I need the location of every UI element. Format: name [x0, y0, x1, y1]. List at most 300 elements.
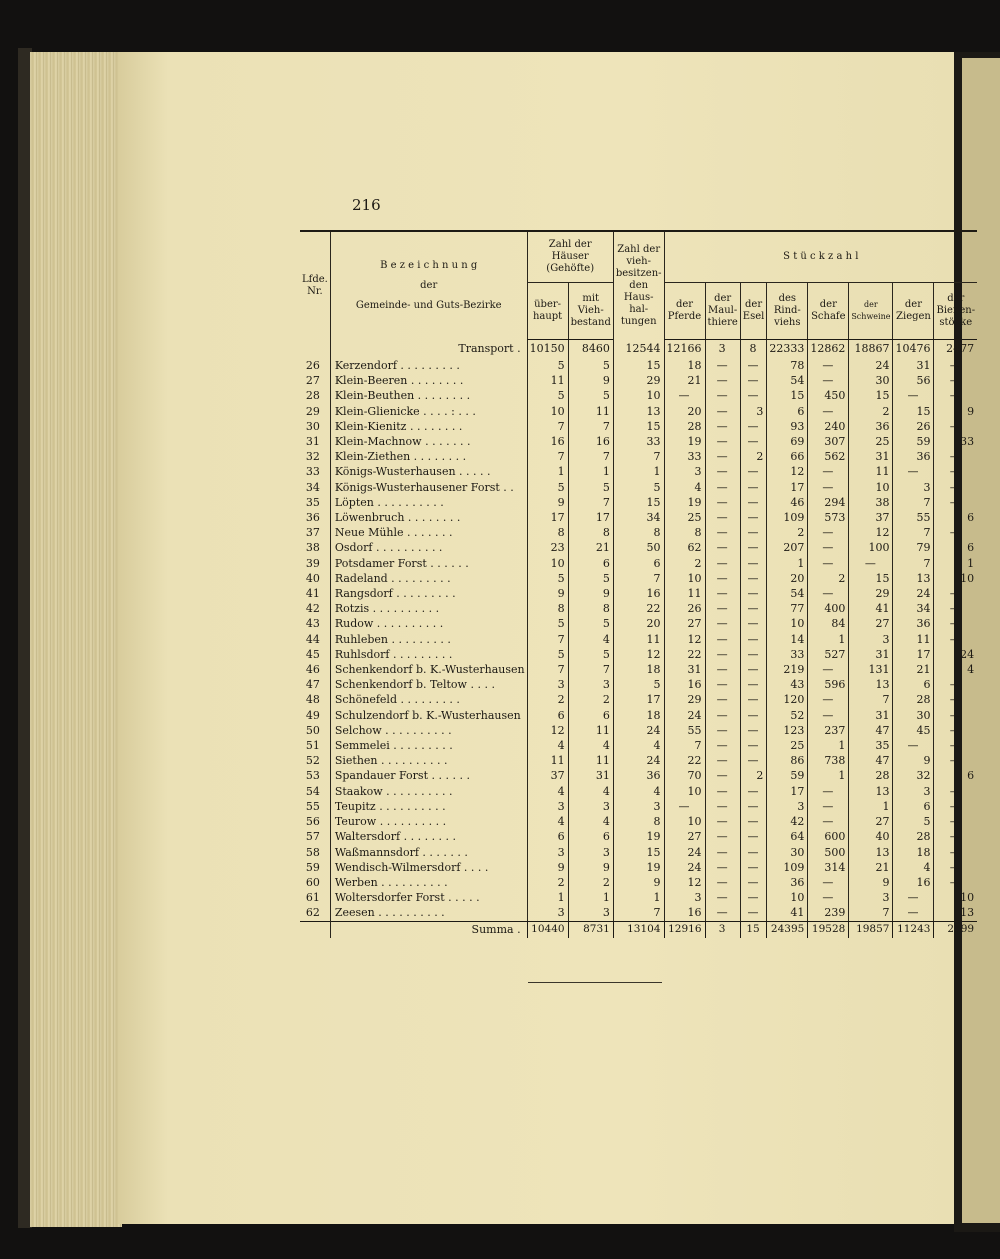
cell-value: 8 [568, 601, 613, 616]
cell-value: 4 [568, 814, 613, 829]
cell-value: 9 [849, 875, 893, 890]
cell-value: 3 [893, 784, 934, 799]
cell-value: 5 [527, 480, 568, 495]
cell-value: 2 [568, 692, 613, 707]
cell-value: 6 [527, 829, 568, 844]
cell-value: — [705, 723, 740, 738]
cell-value: — [934, 616, 977, 631]
row-number: 50 [305, 723, 320, 737]
header-bezeichnung [330, 231, 527, 340]
summa-value: 19528 [808, 921, 849, 938]
cell-value: — [705, 556, 740, 571]
cell-value: 18 [664, 358, 705, 373]
cell-value: 4 [527, 814, 568, 829]
cell-value: 1 [808, 632, 849, 647]
cell-value: — [705, 495, 740, 510]
cell-value: 5 [527, 616, 568, 631]
cell-value: — [705, 404, 740, 419]
cell-value: 1 [849, 799, 893, 814]
summa-value: 13104 [613, 921, 664, 938]
cell-value: 4 [934, 662, 977, 677]
cell-value: 10 [527, 404, 568, 419]
cell-value: 7 [893, 556, 934, 571]
cell-value: 3 [568, 677, 613, 692]
cell-value: — [740, 677, 767, 692]
cell-value: — [808, 404, 849, 419]
cell-value: 4 [568, 784, 613, 799]
cell-value: 1 [934, 556, 977, 571]
cell-value: 69 [767, 434, 808, 449]
district-name: Löwenbruch . . . . . . . . [330, 510, 527, 525]
row-number: 39 [305, 556, 320, 570]
cell-value: — [934, 586, 977, 601]
cell-value: 6 [893, 677, 934, 692]
table-row [300, 434, 977, 449]
cell-value: — [934, 875, 977, 890]
cell-value: 6 [767, 404, 808, 419]
cell-value: 10 [934, 890, 977, 905]
cell-value: 9 [527, 586, 568, 601]
cell-value: 16 [664, 677, 705, 692]
cell-value: 5 [568, 358, 613, 373]
cell-value: 9 [893, 753, 934, 768]
row-number: 62 [305, 906, 320, 920]
cell-value: 9 [613, 875, 664, 890]
cell-value: 2 [767, 525, 808, 540]
cell-value: 10 [767, 890, 808, 905]
cell-value: 62 [664, 540, 705, 555]
district-name: Klein-Glienicke . . . . : . . . [330, 404, 527, 419]
cell-value: 47 [849, 753, 893, 768]
cell-value: 3 [568, 845, 613, 860]
cell-value: 19 [613, 829, 664, 844]
cell-value: 18 [893, 845, 934, 860]
cell-value: 52 [767, 708, 808, 723]
summa-value: 10440 [527, 921, 568, 938]
cell-value: 37 [527, 768, 568, 783]
cell-value: 109 [767, 510, 808, 525]
cell-value: — [740, 358, 767, 373]
cell-value: 36 [613, 768, 664, 783]
cell-value: 77 [767, 601, 808, 616]
district-name: Potsdamer Forst . . . . . . [330, 556, 527, 571]
cell-value: — [934, 464, 977, 479]
cell-value: 109 [767, 860, 808, 875]
cell-value: — [705, 662, 740, 677]
cell-value: 596 [808, 677, 849, 692]
cell-value: 600 [808, 829, 849, 844]
cell-value: 28 [849, 768, 893, 783]
cell-value: 3 [740, 404, 767, 419]
summa-value: 3 [705, 921, 740, 938]
cell-value: 19 [613, 860, 664, 875]
cell-value: — [740, 601, 767, 616]
row-number: 38 [305, 541, 320, 555]
cell-value: 12 [527, 723, 568, 738]
row-number: 37 [305, 526, 320, 540]
district-name: Semmelei . . . . . . . . . [330, 738, 527, 753]
cell-value: 29 [664, 692, 705, 707]
cell-value: — [740, 495, 767, 510]
cell-value: 21 [664, 373, 705, 388]
cell-value: 10 [934, 571, 977, 586]
cell-value: 450 [808, 388, 849, 403]
cell-value: 2 [849, 404, 893, 419]
cell-value: 2 [740, 768, 767, 783]
cell-value: 2 [527, 875, 568, 890]
cell-value: — [934, 449, 977, 464]
cell-value: — [664, 388, 705, 403]
cell-value: 6 [934, 510, 977, 525]
row-number: 31 [305, 435, 320, 449]
cell-value: — [808, 586, 849, 601]
cell-value: 6 [568, 708, 613, 723]
row-number: 60 [305, 875, 320, 889]
cell-value: 15 [613, 358, 664, 373]
cell-value: 13 [934, 905, 977, 921]
row-number: 54 [305, 784, 320, 798]
row-number: 30 [305, 419, 320, 433]
cell-value: 5 [568, 616, 613, 631]
cell-value: 11 [849, 464, 893, 479]
cell-value: — [740, 434, 767, 449]
row-number: 61 [305, 891, 320, 905]
cell-value: — [705, 632, 740, 647]
cell-value: 240 [808, 419, 849, 434]
cell-value: 131 [849, 662, 893, 677]
cell-value: 10 [613, 388, 664, 403]
transport-value: 18867 [849, 340, 893, 359]
row-number: 26 [305, 359, 320, 372]
cell-value: 27 [664, 616, 705, 631]
cell-value: 123 [767, 723, 808, 738]
cell-value: 307 [808, 434, 849, 449]
table-row [300, 829, 977, 844]
cell-value: 4 [893, 860, 934, 875]
row-number: 51 [305, 739, 320, 753]
cell-value: 100 [849, 540, 893, 555]
district-name: Osdorf . . . . . . . . . . [330, 540, 527, 555]
cell-value: 24 [613, 753, 664, 768]
header-zahl-haeuser: Zahl der Häuser (Gehöfte) [527, 231, 613, 283]
cell-value: — [740, 845, 767, 860]
row-number: 48 [305, 693, 320, 707]
header-zahl-viehbesitzenden: Zahl der vieh- besitzen- den Haus- hal- tungen [613, 231, 664, 340]
row-number: 32 [305, 450, 320, 464]
cell-value: — [808, 784, 849, 799]
cell-value: 7 [893, 525, 934, 540]
cell-value: — [934, 723, 977, 738]
cell-value: — [705, 358, 740, 373]
cell-value: 9 [568, 373, 613, 388]
cell-value: 16 [664, 905, 705, 921]
cell-value: 25 [849, 434, 893, 449]
header-stueckzahl: S t ü c k z a h l [664, 231, 977, 283]
transport-value: 3 [705, 340, 740, 359]
cell-value: 10 [664, 571, 705, 586]
district-name: Werben . . . . . . . . . . [330, 875, 527, 890]
cell-value: 7 [527, 419, 568, 434]
summa-value: 19857 [849, 921, 893, 938]
cell-value: 1 [568, 890, 613, 905]
cell-value: — [705, 814, 740, 829]
cell-value: 6 [568, 829, 613, 844]
header-bezeichnung-line1: B e z e i c h n u n g [380, 259, 478, 271]
cell-value: 66 [767, 449, 808, 464]
cell-value: 59 [893, 434, 934, 449]
cell-value: — [705, 677, 740, 692]
cell-value: — [740, 860, 767, 875]
cell-value: — [740, 388, 767, 403]
row-number: 42 [305, 602, 320, 616]
cell-value: — [705, 784, 740, 799]
cell-value: 12 [849, 525, 893, 540]
cell-value: 6 [613, 556, 664, 571]
cell-value: — [664, 799, 705, 814]
cell-value: 4 [568, 632, 613, 647]
cell-value: 3 [664, 890, 705, 905]
cell-value: 4 [568, 738, 613, 753]
cell-value: — [808, 358, 849, 373]
cell-value: — [705, 464, 740, 479]
cell-value: — [740, 753, 767, 768]
district-name: Woltersdorfer Forst . . . . . [330, 890, 527, 905]
cell-value: — [934, 388, 977, 403]
cell-value: — [740, 784, 767, 799]
cell-value: 43 [767, 677, 808, 692]
row-number: 52 [305, 754, 320, 768]
cell-value: — [705, 480, 740, 495]
cell-value: 11 [613, 632, 664, 647]
table-row [300, 586, 977, 601]
cell-value: — [808, 464, 849, 479]
cell-value: — [705, 829, 740, 844]
row-number: 34 [305, 480, 320, 494]
cell-value: — [808, 525, 849, 540]
cell-value: — [705, 647, 740, 662]
cell-value: 36 [893, 616, 934, 631]
cell-value: 24 [934, 647, 977, 662]
table-row [300, 510, 977, 525]
cell-value: 70 [664, 768, 705, 783]
cell-value: 24 [893, 586, 934, 601]
cell-value: 573 [808, 510, 849, 525]
cell-value: 7 [893, 495, 934, 510]
cell-value: 7 [613, 905, 664, 921]
cell-value: — [808, 556, 849, 571]
cell-value: — [740, 723, 767, 738]
cell-value: — [705, 799, 740, 814]
page-number: 216 [352, 196, 381, 214]
table-row [300, 449, 977, 464]
table-row [300, 556, 977, 571]
cell-value: 7 [527, 662, 568, 677]
cell-value: 6 [527, 708, 568, 723]
cell-value: 10 [664, 784, 705, 799]
cell-value: 30 [893, 708, 934, 723]
cell-value: — [705, 875, 740, 890]
summa-value: 11243 [893, 921, 934, 938]
table-row [300, 388, 977, 403]
cell-value: 10 [527, 556, 568, 571]
cell-value: 28 [893, 692, 934, 707]
cell-value: — [893, 738, 934, 753]
cell-value: 24 [849, 358, 893, 373]
summa-value: 8731 [568, 921, 613, 938]
cell-value: 33 [664, 449, 705, 464]
district-name: Klein-Kienitz . . . . . . . . [330, 419, 527, 434]
summa-label: Summa . [330, 921, 527, 938]
cell-value: 6 [934, 540, 977, 555]
row-number: 27 [305, 374, 320, 388]
table-row [300, 845, 977, 860]
cell-value: 5 [527, 571, 568, 586]
cell-value: 17 [613, 692, 664, 707]
cell-value: 4 [664, 480, 705, 495]
cell-value: 1 [808, 768, 849, 783]
district-name: Klein-Ziethen . . . . . . . . [330, 449, 527, 464]
cell-value: — [893, 890, 934, 905]
district-name: Schulzendorf b. K.-Wusterhausen [330, 708, 527, 723]
cell-value: — [808, 480, 849, 495]
cell-value: 562 [808, 449, 849, 464]
cell-value: — [740, 829, 767, 844]
table-row [300, 768, 977, 783]
row-number: 41 [305, 587, 320, 601]
cell-value: 33 [613, 434, 664, 449]
cell-value: — [808, 708, 849, 723]
cell-value: 2 [808, 571, 849, 586]
row-number: 57 [305, 830, 320, 844]
cell-value: 2 [527, 692, 568, 707]
cell-value: 8 [527, 601, 568, 616]
cell-value: 5 [568, 571, 613, 586]
header-maulthiere: der Maul- thiere [705, 283, 740, 340]
cell-value: 36 [767, 875, 808, 890]
row-number: 45 [305, 647, 320, 661]
transport-value: 12862 [808, 340, 849, 359]
cell-value: — [740, 464, 767, 479]
cell-value: 3 [849, 890, 893, 905]
cell-value: 24 [664, 708, 705, 723]
cell-value: — [705, 890, 740, 905]
cell-value: 7 [849, 692, 893, 707]
cell-value: — [849, 556, 893, 571]
district-name: Schenkendorf b. Teltow . . . . [330, 677, 527, 692]
district-name: Schönefeld . . . . . . . . . [330, 692, 527, 707]
cell-value: — [705, 525, 740, 540]
cell-value: 4 [527, 784, 568, 799]
cell-value: — [934, 753, 977, 768]
cell-value: — [705, 753, 740, 768]
cell-value: — [705, 860, 740, 875]
cell-value: 34 [613, 510, 664, 525]
transport-label: Transport . [330, 340, 527, 359]
cell-value: 7 [568, 419, 613, 434]
district-name: Waltersdorf . . . . . . . . [330, 829, 527, 844]
cell-value: 10 [664, 814, 705, 829]
cell-value: 11 [568, 753, 613, 768]
cell-value: 7 [527, 632, 568, 647]
cell-value: 400 [808, 601, 849, 616]
cell-value: — [740, 708, 767, 723]
cell-value: 17 [527, 510, 568, 525]
row-number: 58 [305, 845, 320, 859]
cell-value: — [934, 829, 977, 844]
cell-value: — [934, 814, 977, 829]
cell-value: 1 [613, 464, 664, 479]
cell-value: 5 [568, 388, 613, 403]
cell-value: 79 [893, 540, 934, 555]
transport-value: 12166 [664, 340, 705, 359]
cell-value: 11 [527, 753, 568, 768]
cell-value: 13 [613, 404, 664, 419]
cell-value: 13 [849, 677, 893, 692]
cell-value: — [934, 799, 977, 814]
cell-value: — [934, 692, 977, 707]
cell-value: 15 [613, 419, 664, 434]
cell-value: 8 [568, 525, 613, 540]
cell-value: 7 [664, 738, 705, 753]
cell-value: 23 [527, 540, 568, 555]
cell-value: — [934, 480, 977, 495]
cell-value: 3 [527, 799, 568, 814]
district-name: Rangsdorf . . . . . . . . . [330, 586, 527, 601]
table-row [300, 738, 977, 753]
cell-value: 41 [767, 905, 808, 921]
district-name: Zeesen . . . . . . . . . . [330, 905, 527, 921]
row-number: 40 [305, 571, 320, 585]
cell-value: 78 [767, 358, 808, 373]
district-name: Neue Mühle . . . . . . . [330, 525, 527, 540]
cell-value: — [740, 510, 767, 525]
cell-value: 84 [808, 616, 849, 631]
cell-value: — [705, 601, 740, 616]
cell-value: 2 [740, 449, 767, 464]
row-number: 36 [305, 511, 320, 525]
table-row [300, 525, 977, 540]
cell-value: 24 [664, 860, 705, 875]
cell-value: 15 [849, 388, 893, 403]
row-number: 29 [305, 404, 320, 418]
cell-value: — [934, 358, 977, 373]
cell-value: — [808, 540, 849, 555]
table-row [300, 616, 977, 631]
closing-rule [528, 982, 662, 983]
district-name: Waßmannsdorf . . . . . . . [330, 845, 527, 860]
cell-value: 5 [527, 388, 568, 403]
table-row [300, 358, 977, 373]
cell-value: 17 [568, 510, 613, 525]
cell-value: 4 [527, 738, 568, 753]
cell-value: 5 [568, 647, 613, 662]
district-name: Selchow . . . . . . . . . . [330, 723, 527, 738]
cell-value: — [705, 738, 740, 753]
cell-value: 1 [527, 464, 568, 479]
cell-value: 30 [849, 373, 893, 388]
table-row [300, 708, 977, 723]
cell-value: 6 [934, 768, 977, 783]
cell-value: 3 [527, 905, 568, 921]
cell-value: 20 [664, 404, 705, 419]
cell-value: — [740, 647, 767, 662]
cell-value: 2 [568, 875, 613, 890]
cell-value: 27 [849, 814, 893, 829]
transport-value: 8 [740, 340, 767, 359]
cell-value: 5 [527, 647, 568, 662]
cell-value: 18 [613, 662, 664, 677]
row-number: 53 [305, 769, 320, 783]
